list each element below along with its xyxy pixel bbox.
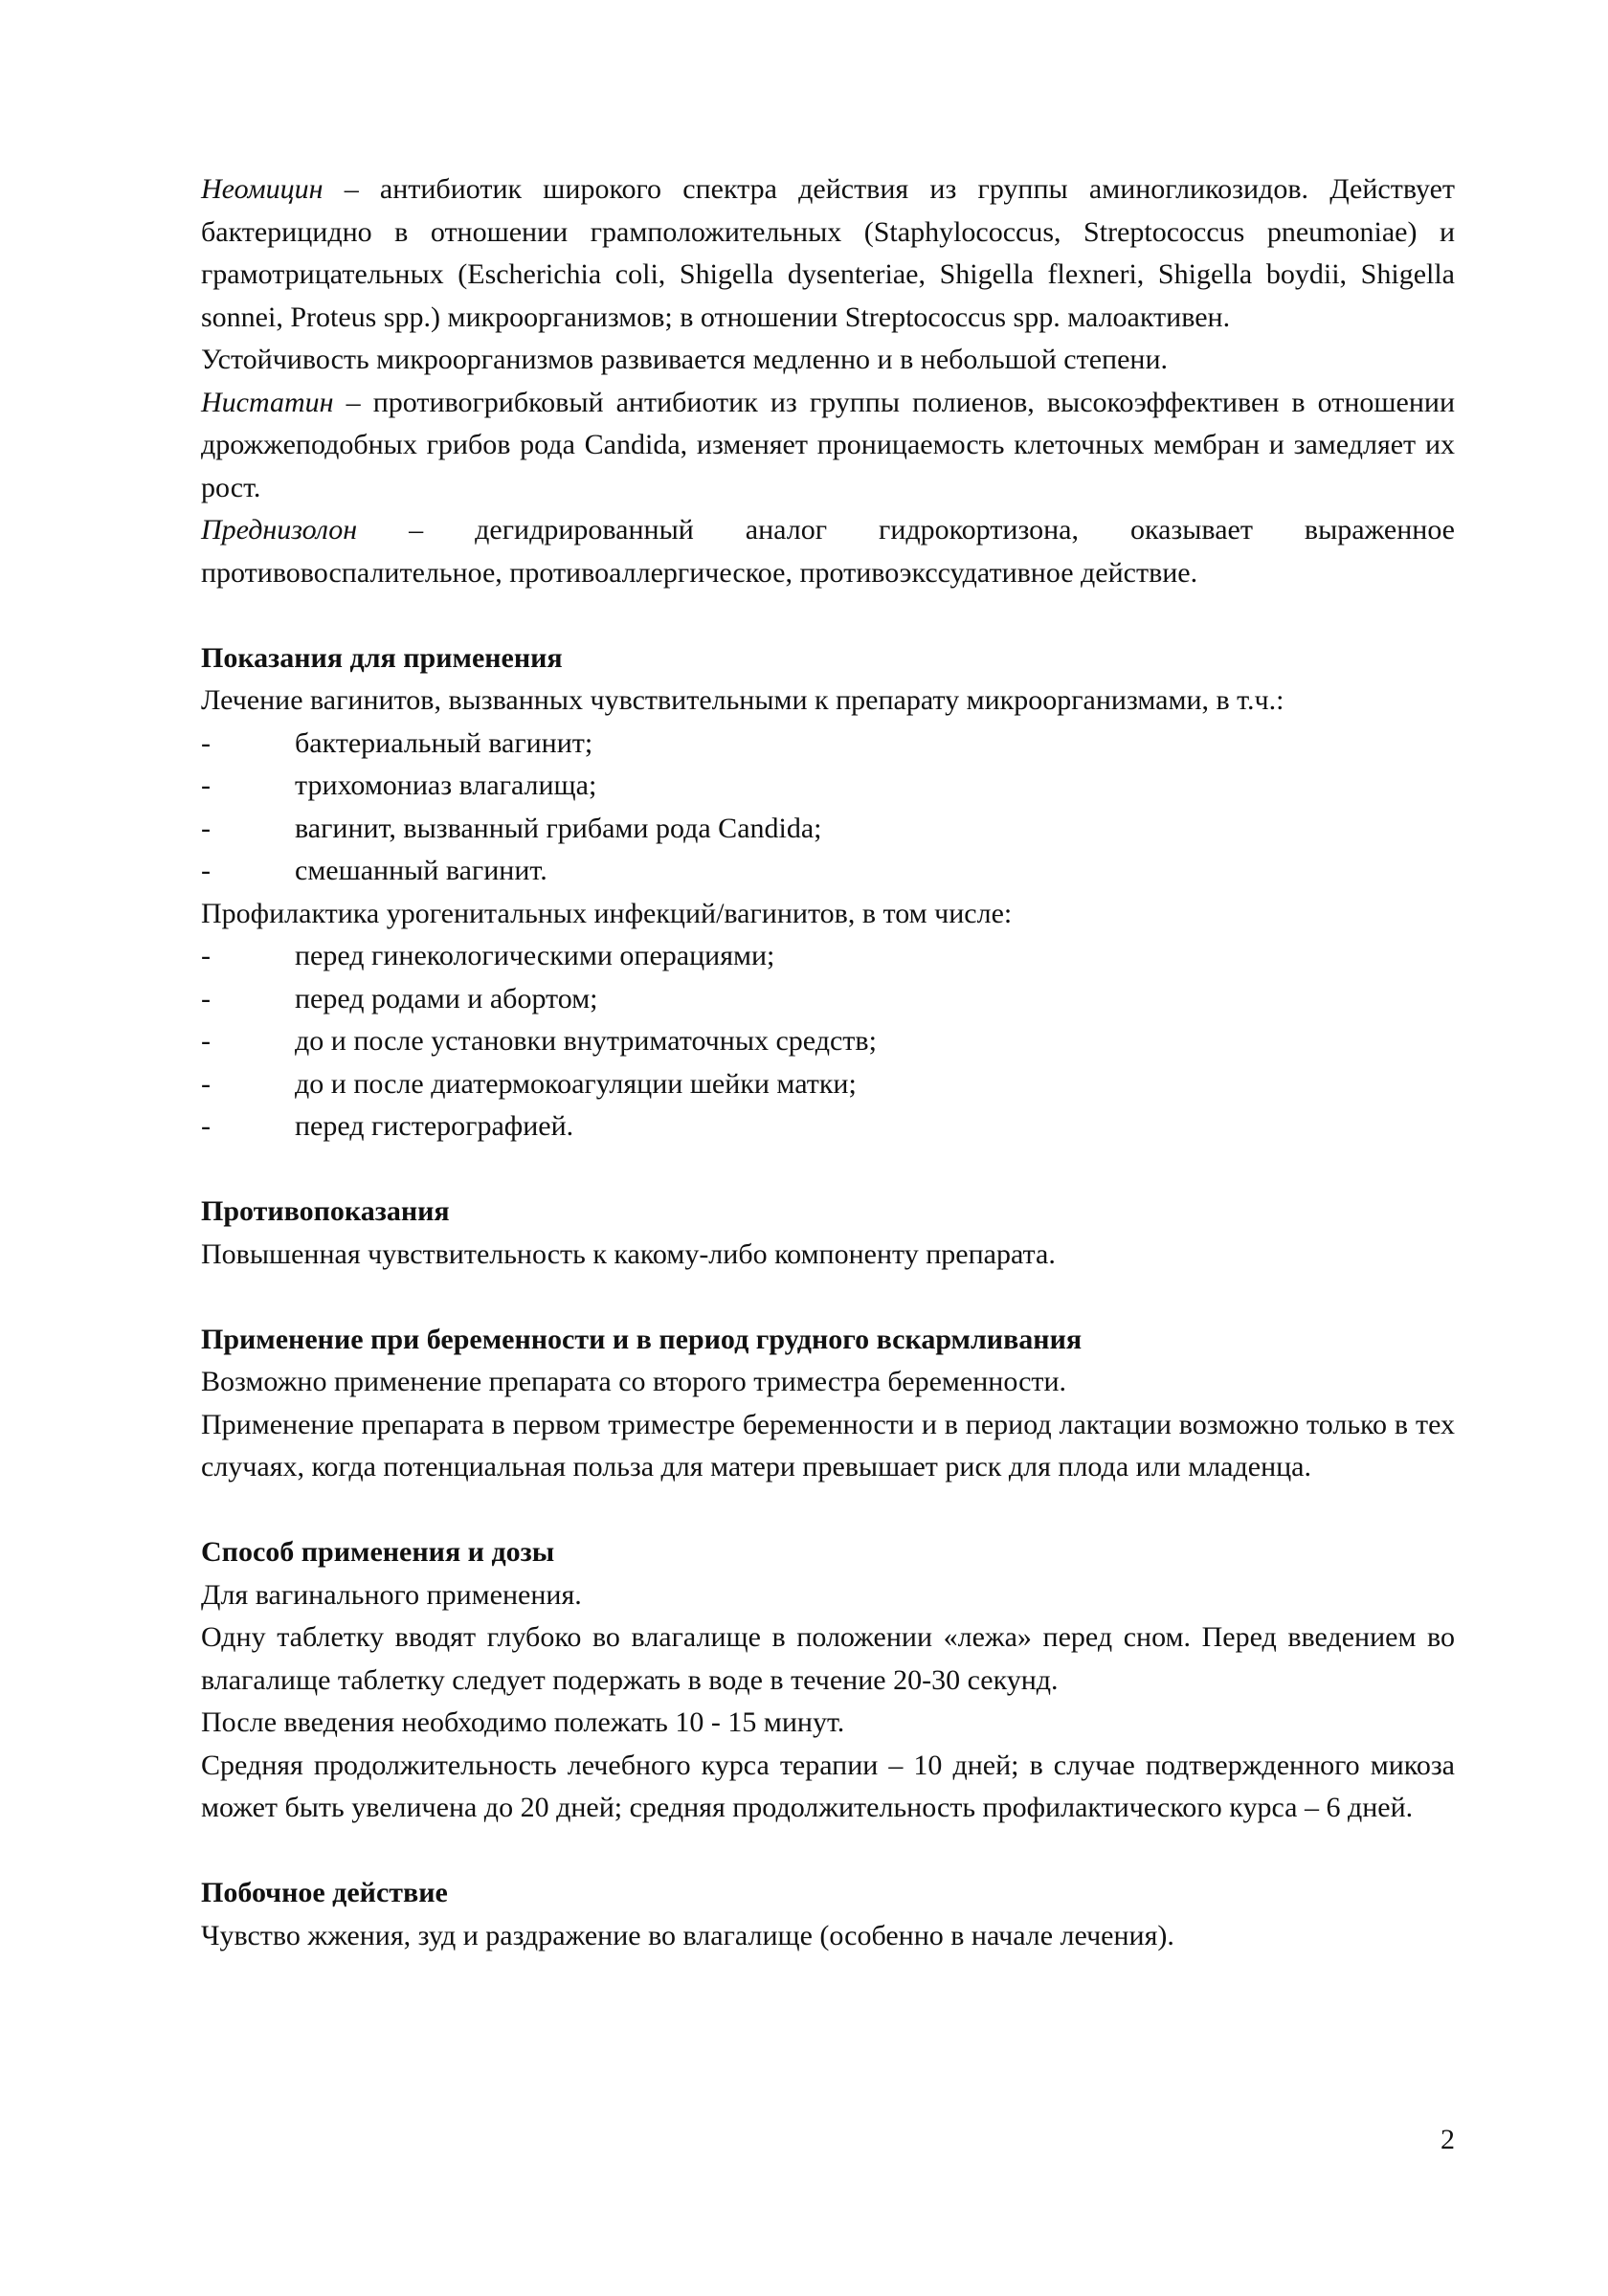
dosage-paragraph: После введения необходимо полежать 10 - 15 минут. — [201, 1706, 845, 1738]
nystatin-text: – противогрибковый антибиотик из группы полиенов, высокоэффективен в отношении дрожжеподобных грибов рода Candida, изменяет проницаемость клеточных мембран и замедляет их рост. — [201, 386, 1455, 503]
pregnancy-heading: Применение при беременности и в период грудного вскармливания — [201, 1323, 1083, 1355]
prednisolone-text: – дегидрированный аналог гидрокортизона, оказывает выраженное противовоспалительное, противоаллергическое, противоэкссудативное действие. — [201, 514, 1455, 589]
list-item — [201, 1020, 1455, 1063]
list-dash: - — [201, 982, 211, 1014]
section-gap — [201, 1148, 1455, 1192]
list-dash: - — [201, 812, 211, 844]
list-item-text: вагинит, вызванный грибами рода Candida; — [295, 812, 822, 844]
list-item-text: перед родами и абортом; — [295, 982, 598, 1014]
list-dash: - — [201, 1025, 211, 1057]
section-gap — [201, 1830, 1455, 1873]
treatment-list — [201, 723, 1455, 893]
prednisolone-term: Преднизолон — [201, 514, 358, 546]
side-effects-heading: Побочное действие — [201, 1877, 448, 1908]
prophylaxis-intro: Профилактика урогенитальных инфекций/вагинитов, в том числе: — [201, 897, 1013, 929]
neomycin-term: Неомицин — [201, 173, 324, 205]
list-dash: - — [201, 855, 211, 886]
prednisolone-paragraph — [201, 509, 1455, 594]
side-effects-text: Чувство жжения, зуд и раздражение во влагалище (особенно в начале лечения). — [201, 1919, 1174, 1951]
document-page — [201, 168, 1455, 1957]
dosage-paragraph: Для вагинального применения. — [201, 1578, 582, 1611]
list-item-text: перед гистерографией. — [295, 1110, 574, 1142]
resistance-text: Устойчивость микроорганизмов развивается медленно и в небольшой степени. — [201, 344, 1169, 375]
pregnancy-paragraph: Применение препарата в первом триместре беременности и в период лактации возможно только в тех случаях, когда потенциальная польза для матери превышает риск для плода или младенца. — [201, 1408, 1455, 1482]
dosage-heading: Способ применения и дозы — [201, 1536, 555, 1568]
indications-intro: Лечение вагинитов, вызванных чувствительными к препарату микроорганизмами, в т.ч.: — [201, 684, 1284, 716]
section-gap — [201, 1276, 1455, 1319]
list-item — [201, 723, 1455, 766]
list-item-text: перед гинекологическими операциями; — [295, 940, 775, 971]
list-item-text: смешанный вагинит. — [295, 855, 547, 886]
section-gap — [201, 594, 1455, 637]
list-dash: - — [201, 1110, 211, 1142]
neomycin-paragraph — [201, 168, 1455, 339]
prophylaxis-list — [201, 935, 1455, 1148]
list-dash: - — [201, 1067, 211, 1100]
list-item — [201, 1063, 1455, 1106]
list-item — [201, 765, 1455, 808]
list-item-text: до и после установки внутриматочных средств; — [295, 1025, 877, 1057]
list-item-text: бактериальный вагинит; — [295, 726, 593, 759]
list-item-text: до и после диатермокоагуляции шейки матки; — [295, 1067, 857, 1100]
contraindications-heading: Противопоказания — [201, 1195, 450, 1227]
list-dash: - — [201, 726, 211, 759]
nystatin-term: Нистатин — [201, 386, 334, 418]
dosage-paragraph: Средняя продолжительность лечебного курса терапии – 10 дней; в случае подтвержденного микоза может быть увеличена до 20 дней; средняя продолжительность профилактического курса – 6 дней. — [201, 1749, 1455, 1823]
page-number: 2 — [1440, 2124, 1455, 2155]
list-dash: - — [201, 940, 211, 971]
list-dash: - — [201, 769, 211, 801]
section-gap — [201, 1489, 1455, 1532]
list-item-text: трихомониаз влагалища; — [295, 769, 597, 801]
list-item — [201, 978, 1455, 1021]
list-item — [201, 1105, 1455, 1148]
pregnancy-paragraph: Возможно применение препарата со второго триместра беременности. — [201, 1366, 1067, 1397]
contraindications-text: Повышенная чувствительность к какому-либо компоненту препарата. — [201, 1237, 1056, 1270]
dosage-paragraph: Одну таблетку вводят глубоко во влагалище в положении «лежа» перед сном. Перед введением во влагалище таблетку следует подержать в воде в течение 20-30 секунд. — [201, 1621, 1455, 1696]
list-item — [201, 808, 1455, 851]
nystatin-paragraph — [201, 382, 1455, 510]
neomycin-text: – антибиотик широкого спектра действия из группы аминогликозидов. Действует бактерицидно в отношении грамположительных (Staphylococcus, Streptococcus pneumoniae) и грамотрицательных (Escherichia coli, Shigella dysenteriae, Shigella flexneri, Shigella boydii, Shigella sonnei, Proteus spp.) микроорганизмов; в отношении Streptococcus spp. малоактивен. — [201, 173, 1455, 333]
list-item — [201, 935, 1455, 978]
list-item — [201, 850, 1455, 893]
resistance-paragraph — [201, 339, 1455, 382]
indications-heading: Показания для применения — [201, 641, 563, 674]
